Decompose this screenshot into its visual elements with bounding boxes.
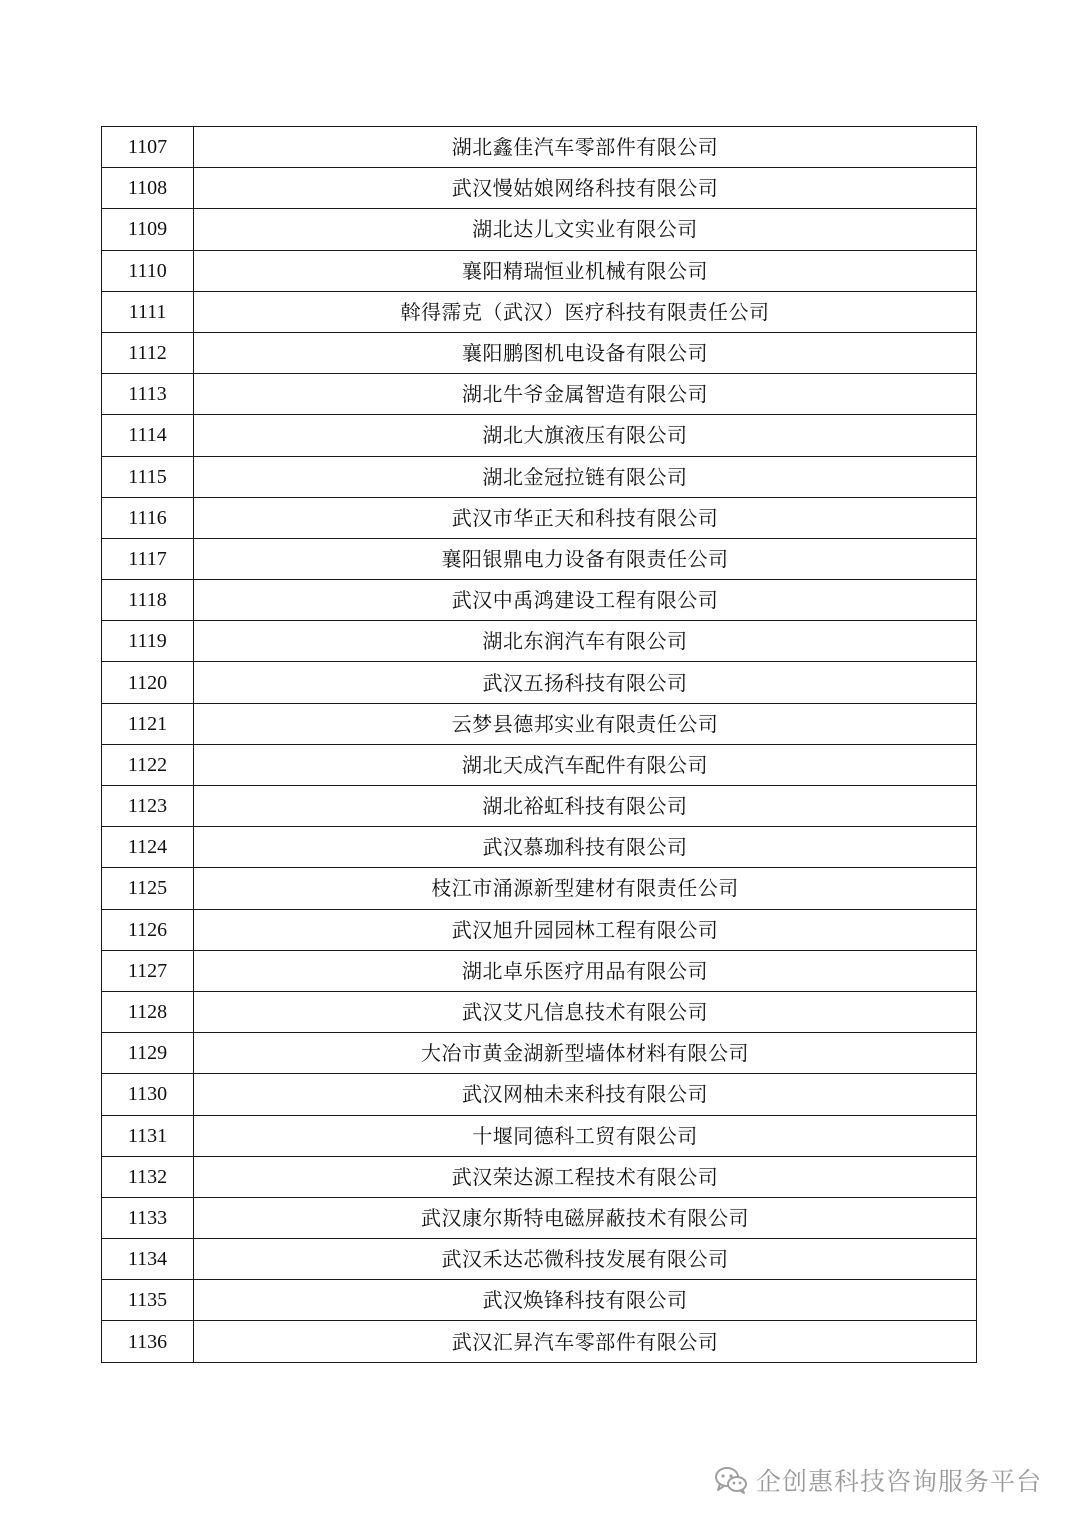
table-row bbox=[102, 1197, 977, 1238]
company-name: 湖北大旗液压有限公司 bbox=[194, 415, 977, 456]
company-name: 枝江市涌源新型建材有限责任公司 bbox=[194, 868, 977, 909]
table-row bbox=[102, 1280, 977, 1321]
row-number: 1131 bbox=[102, 1115, 194, 1156]
table-row bbox=[102, 250, 977, 291]
row-number: 1134 bbox=[102, 1239, 194, 1280]
company-list-table-wrapper bbox=[101, 126, 976, 1363]
row-number: 1114 bbox=[102, 415, 194, 456]
row-number: 1107 bbox=[102, 127, 194, 168]
table-row bbox=[102, 415, 977, 456]
table-row bbox=[102, 950, 977, 991]
row-number: 1125 bbox=[102, 868, 194, 909]
row-number: 1128 bbox=[102, 991, 194, 1032]
company-name: 武汉网柚未来科技有限公司 bbox=[194, 1074, 977, 1115]
company-name: 湖北东润汽车有限公司 bbox=[194, 621, 977, 662]
company-name: 武汉慢姑娘网络科技有限公司 bbox=[194, 168, 977, 209]
company-list-body bbox=[102, 127, 977, 1363]
company-name: 武汉市华正天和科技有限公司 bbox=[194, 497, 977, 538]
company-name: 武汉中禹鸿建设工程有限公司 bbox=[194, 580, 977, 621]
table-row bbox=[102, 332, 977, 373]
company-name: 武汉康尔斯特电磁屏蔽技术有限公司 bbox=[194, 1197, 977, 1238]
company-list-table bbox=[101, 126, 977, 1363]
table-row bbox=[102, 209, 977, 250]
row-number: 1135 bbox=[102, 1280, 194, 1321]
row-number: 1110 bbox=[102, 250, 194, 291]
table-row bbox=[102, 127, 977, 168]
company-name: 武汉旭升园园林工程有限公司 bbox=[194, 909, 977, 950]
company-name: 湖北天成汽车配件有限公司 bbox=[194, 744, 977, 785]
company-name: 湖北牛爷金属智造有限公司 bbox=[194, 374, 977, 415]
row-number: 1132 bbox=[102, 1156, 194, 1197]
row-number: 1121 bbox=[102, 703, 194, 744]
table-row bbox=[102, 991, 977, 1032]
table-row bbox=[102, 1074, 977, 1115]
company-name: 襄阳银鼎电力设备有限责任公司 bbox=[194, 538, 977, 579]
company-name: 襄阳精瑞恒业机械有限公司 bbox=[194, 250, 977, 291]
company-name: 大冶市黄金湖新型墙体材料有限公司 bbox=[194, 1033, 977, 1074]
company-name: 湖北卓乐医疗用品有限公司 bbox=[194, 950, 977, 991]
table-row bbox=[102, 703, 977, 744]
company-name: 武汉禾达芯微科技发展有限公司 bbox=[194, 1239, 977, 1280]
table-row bbox=[102, 1239, 977, 1280]
row-number: 1119 bbox=[102, 621, 194, 662]
watermark bbox=[714, 1462, 1042, 1498]
row-number: 1126 bbox=[102, 909, 194, 950]
table-row bbox=[102, 1033, 977, 1074]
company-name: 武汉慕珈科技有限公司 bbox=[194, 827, 977, 868]
row-number: 1109 bbox=[102, 209, 194, 250]
row-number: 1117 bbox=[102, 538, 194, 579]
row-number: 1129 bbox=[102, 1033, 194, 1074]
company-name: 武汉焕锋科技有限公司 bbox=[194, 1280, 977, 1321]
table-row bbox=[102, 744, 977, 785]
row-number: 1136 bbox=[102, 1321, 194, 1362]
table-row bbox=[102, 909, 977, 950]
row-number: 1123 bbox=[102, 786, 194, 827]
row-number: 1116 bbox=[102, 497, 194, 538]
watermark-text: 企创惠科技咨询服务平台 bbox=[755, 1467, 1042, 1496]
table-row bbox=[102, 1115, 977, 1156]
table-row bbox=[102, 621, 977, 662]
row-number: 1127 bbox=[102, 950, 194, 991]
company-name: 云梦县德邦实业有限责任公司 bbox=[194, 703, 977, 744]
row-number: 1115 bbox=[102, 456, 194, 497]
row-number: 1108 bbox=[102, 168, 194, 209]
company-name: 武汉五扬科技有限公司 bbox=[194, 662, 977, 703]
table-row bbox=[102, 291, 977, 332]
table-row bbox=[102, 538, 977, 579]
company-name: 斡得霈克（武汉）医疗科技有限责任公司 bbox=[194, 291, 977, 332]
table-row bbox=[102, 1156, 977, 1197]
table-row bbox=[102, 868, 977, 909]
company-name: 武汉艾凡信息技术有限公司 bbox=[194, 991, 977, 1032]
table-row bbox=[102, 662, 977, 703]
row-number: 1133 bbox=[102, 1197, 194, 1238]
row-number: 1130 bbox=[102, 1074, 194, 1115]
company-name: 湖北金冠拉链有限公司 bbox=[194, 456, 977, 497]
row-number: 1118 bbox=[102, 580, 194, 621]
table-row bbox=[102, 827, 977, 868]
table-row bbox=[102, 456, 977, 497]
row-number: 1122 bbox=[102, 744, 194, 785]
table-row bbox=[102, 786, 977, 827]
company-name: 十堰同德科工贸有限公司 bbox=[194, 1115, 977, 1156]
table-row bbox=[102, 580, 977, 621]
row-number: 1113 bbox=[102, 374, 194, 415]
table-row bbox=[102, 1321, 977, 1362]
company-name: 湖北裕虹科技有限公司 bbox=[194, 786, 977, 827]
row-number: 1111 bbox=[102, 291, 194, 332]
wechat-icon bbox=[714, 1465, 748, 1495]
row-number: 1120 bbox=[102, 662, 194, 703]
company-name: 武汉汇昇汽车零部件有限公司 bbox=[194, 1321, 977, 1362]
table-row bbox=[102, 374, 977, 415]
row-number: 1124 bbox=[102, 827, 194, 868]
company-name: 湖北鑫佳汽车零部件有限公司 bbox=[194, 127, 977, 168]
company-name: 襄阳鹏图机电设备有限公司 bbox=[194, 332, 977, 373]
company-name: 湖北达儿文实业有限公司 bbox=[194, 209, 977, 250]
table-row bbox=[102, 497, 977, 538]
row-number: 1112 bbox=[102, 332, 194, 373]
company-name: 武汉荣达源工程技术有限公司 bbox=[194, 1156, 977, 1197]
table-row bbox=[102, 168, 977, 209]
